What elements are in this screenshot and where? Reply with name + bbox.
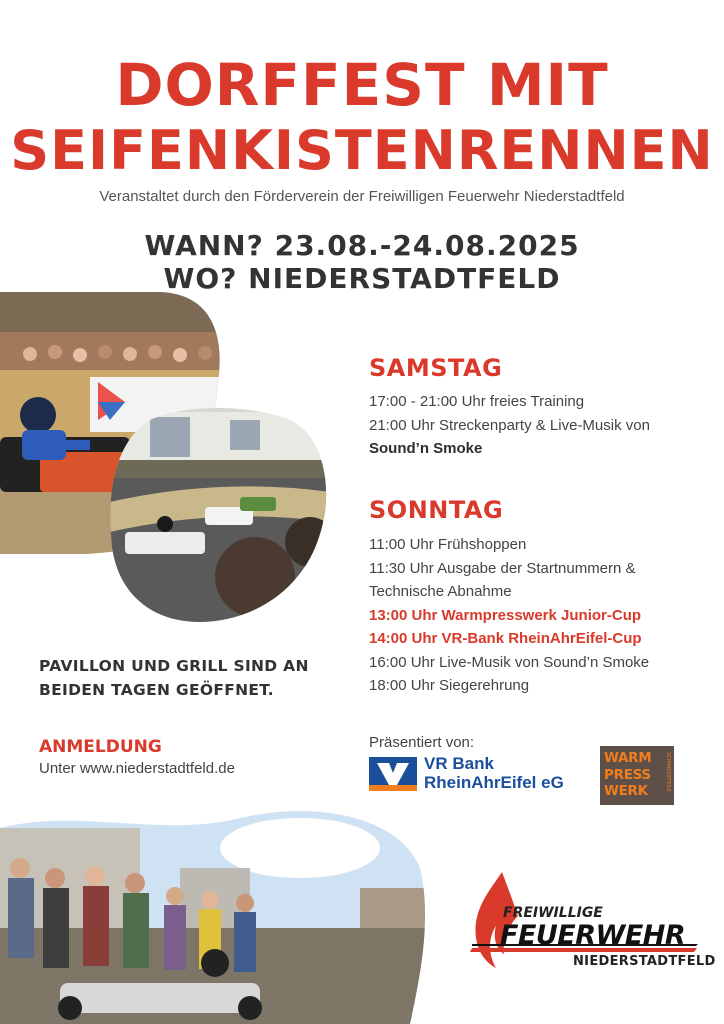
schedule-item: 16:00 Uhr Live-Musik von Sound’n Smoke: [369, 653, 650, 671]
registration-heading: ANMELDUNG: [39, 737, 162, 757]
event-date: WANN? 23.08.-24.08.2025: [144, 229, 580, 262]
vr-bank-logo-icon: [369, 757, 417, 791]
schedule-item: Sound’n Smoke: [369, 440, 483, 457]
feuerwehr-place-text: NIEDERSTADTFELD: [573, 954, 716, 969]
event-location: WO? NIEDERSTADTFELD: [163, 262, 561, 295]
pavillon-line: BEIDEN TAGEN GEÖFFNET.: [39, 681, 274, 699]
vr-bank-line: VR Bank: [424, 754, 494, 773]
pavillon-note: [39, 654, 329, 702]
sunday-heading: SONNTAG: [369, 496, 504, 524]
schedule-item: Technische Abnahme: [369, 583, 512, 600]
registration-text: Unter www.niederstadtfeld.de: [39, 760, 235, 777]
wpw-line: PRESS: [604, 766, 651, 783]
title-line-2: SEIFENKISTENRENNEN: [10, 119, 714, 182]
schedule-item: 11:00 Uhr Frühshoppen: [369, 536, 527, 553]
pavillon-line: PAVILLON UND GRILL SIND AN: [39, 657, 309, 675]
sunday-schedule: [369, 533, 699, 698]
vr-bank-name: [424, 754, 594, 792]
wpw-line: WERK: [604, 783, 648, 799]
schedule-item: 11:30 Uhr Ausgabe der Startnummern &: [369, 559, 636, 577]
feuerwehr-small-text: FREIWILLIGE: [503, 905, 603, 921]
warmpresswerk-logo: [600, 746, 674, 805]
schedule-item-highlight: 14:00 Uhr VR-Bank RheinAhrEifel-Cup: [369, 630, 642, 647]
subtitle: Veranstaltet durch den Förderverein der Freiwilligen Feuerwehr Niederstadtfeld: [99, 188, 625, 205]
vr-bank-line: RheinAhrEifel eG: [424, 773, 564, 792]
crowd-photo: [0, 808, 430, 1024]
schedule-item: 17:00 - 21:00 Uhr freies Training: [369, 393, 585, 410]
schedule-item-highlight: 13:00 Uhr Warmpresswerk Junior-Cup: [369, 606, 642, 624]
schedule-item: 21:00 Uhr Streckenparty & Live-Musik von: [369, 416, 650, 434]
wpw-line: WARM: [604, 750, 652, 766]
presented-by-label: Präsentiert von:: [369, 734, 475, 751]
wpw-small-text: SCHMIEDETEILE: [665, 752, 671, 793]
feuerwehr-big-text: FEUERWEHR: [500, 920, 686, 951]
title-line-1: DORFFEST MIT: [115, 51, 609, 119]
schedule-item: 18:00 Uhr Siegerehrung: [369, 677, 530, 694]
saturday-heading: SAMSTAG: [369, 354, 503, 382]
race-photo-collage: [0, 292, 332, 624]
saturday-schedule: [369, 390, 699, 461]
